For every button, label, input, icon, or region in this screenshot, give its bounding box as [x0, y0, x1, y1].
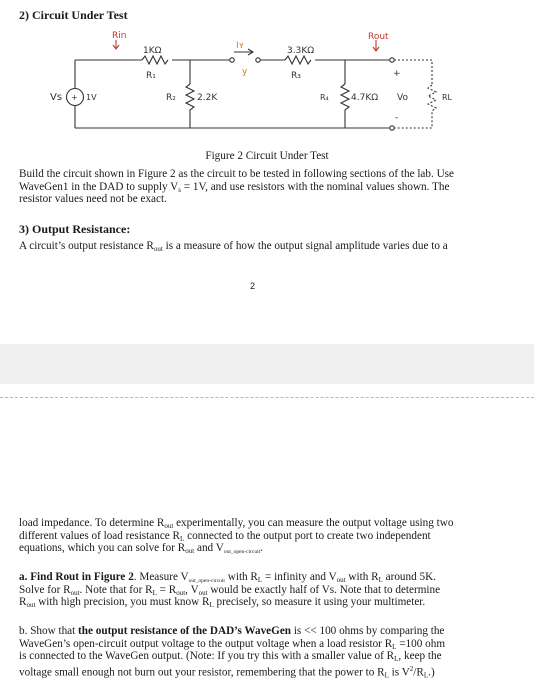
node-y-label: y — [242, 67, 248, 77]
item-a-line-1: a. Find Rout in Figure 2. Measure $V_{out\_open-circuit}$ with $R_L$ = infinity and $V_{out}$ with $R_L$ around 5K. — [19, 571, 436, 584]
item-a-line-2: Solve for $R_{out}$. Note that for $R_L = R_{out}$, $V_{out}$ would be exactly half of Vs. Note that to determine — [19, 583, 441, 597]
source-value: 1V — [86, 93, 97, 102]
r2-value: 2.2K — [197, 93, 218, 103]
load-line-3: equations, which you can solve for $R_{out}$ and $V_{out\_open-circuit}$. — [19, 542, 263, 556]
rin-label: Rin — [112, 31, 127, 41]
current-label: Iʏ — [236, 41, 245, 51]
plus-label: + — [393, 69, 401, 79]
page-number: 2 — [250, 281, 256, 291]
item-b-line-2: WaveGen’s open-circuit output voltage to the output voltage when a load resistor $R_L =100$ ohm — [19, 637, 446, 651]
output-terminal-bottom — [390, 126, 394, 130]
section-3-title: 3) Output Resistance: — [19, 222, 131, 236]
resistor-r1 — [142, 56, 168, 64]
resistor-r4 — [341, 84, 349, 128]
r4-value: 4.7KΩ — [351, 93, 379, 103]
item-b-paragraph — [19, 625, 445, 679]
section-2-title: 2) Circuit Under Test — [19, 8, 128, 22]
rl-label: RL — [442, 93, 453, 102]
minus-label: - — [395, 113, 399, 123]
page-break-dashed-line — [0, 397, 534, 398]
intro-paragraph: A circuit’s output resistance $R_{out}$ is a measure of how the output signal amplitude varies due to a — [19, 240, 448, 253]
load-line-2: different values of load resistance $R_L$ connected to the output port to create two independent — [19, 529, 431, 543]
r1-value: 1KΩ — [143, 46, 162, 56]
rout-label: Rout — [368, 32, 389, 42]
build-line-3: resistor values need not be exact. — [19, 193, 167, 206]
item-b-line-1: b. Show that the output resistance of the DAD’s WaveGen is << 100 ohms by comparing the — [19, 625, 445, 637]
item-b-line-3: is connected to the WaveGen output. (Note: If you try this with a smaller value of $R_L$, keep the — [19, 650, 442, 664]
item-b-line-4: voltage small enough not burn out your resistor, remembering that the power to $R_L$ is $V^2/R_L$.) — [19, 664, 435, 680]
resistor-rl — [394, 85, 436, 128]
node-y-terminal-right — [256, 58, 260, 62]
page-break-gap — [0, 344, 534, 384]
source-plus: + — [71, 93, 78, 102]
resistor-r3 — [285, 56, 311, 64]
load-line-1: load impedance. To determine $R_{out}$ experimentally, you can measure the output voltage using two — [19, 517, 454, 530]
build-line-2: WaveGen1 in the DAD to supply $V_s = 1V$, and use resistors with the nominal values shown. The — [19, 180, 450, 194]
circuit-diagram — [0, 22, 534, 142]
figure-caption: Figure 2 Circuit Under Test — [205, 150, 329, 162]
item-a-paragraph — [19, 571, 440, 609]
build-paragraph — [19, 168, 454, 206]
r2-name: R₂ — [166, 93, 176, 103]
item-a-line-3: $R_{out}$ with high precision, you must know $R_L$ precisely, so measure it using your multimeter. — [19, 596, 426, 610]
output-terminal-top — [390, 58, 394, 62]
vs-label: Vs — [50, 92, 63, 103]
build-line-1: Build the circuit shown in Figure 2 as the circuit to be tested in following sections of the lab. Use — [19, 168, 454, 180]
r4-name: R₄ — [320, 93, 329, 102]
r3-value: 3.3KΩ — [287, 46, 315, 56]
node-y-terminal-left — [230, 58, 234, 62]
r3-name: R₃ — [291, 71, 301, 81]
resistor-r2 — [186, 84, 194, 128]
r1-name: R₁ — [146, 71, 156, 81]
load-paragraph — [19, 517, 453, 555]
vo-label: Vo — [397, 93, 408, 103]
